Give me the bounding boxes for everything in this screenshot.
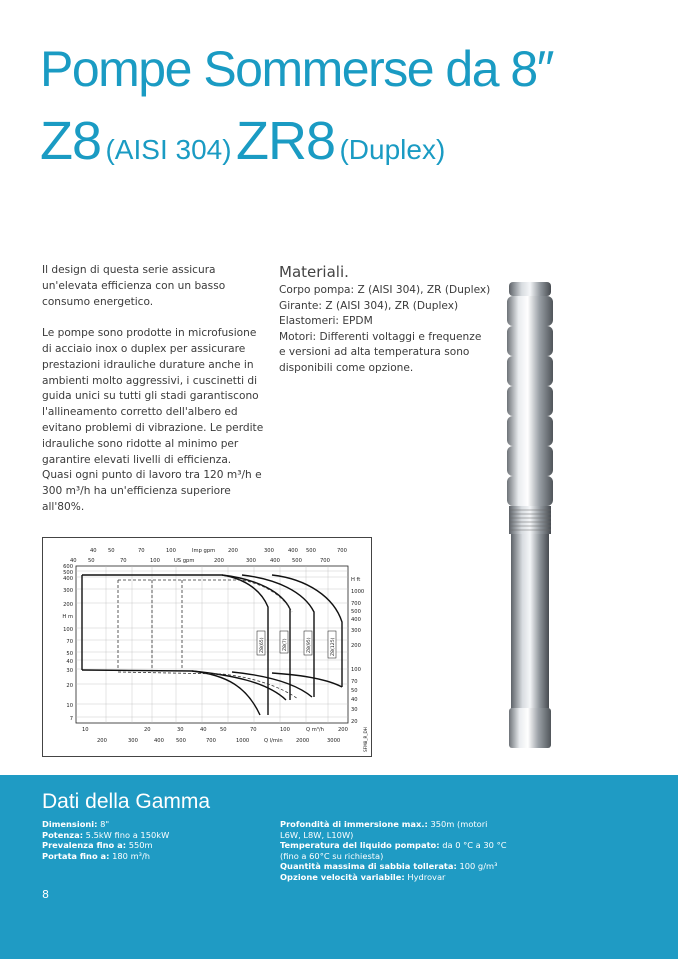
axis-label: 500 [292,558,302,564]
materials-line: e versioni ad alta temperatura sono [279,346,470,359]
intro-paragraph-1: Il design di questa serie assicura un'elevata efficienza con un basso consumo energetico. [42,264,226,308]
pump-motor [511,534,549,709]
spec-line: Profondità di immersione max.: 350m (motori L6W, L8W, L10W) [280,819,488,840]
chart-code: SFM8_R_DH [363,727,368,752]
axis-label: 200 [351,643,361,649]
axis-label: 70 [351,679,358,685]
axis-label: 70 [66,639,73,645]
axis-label: 700 [337,548,347,554]
axis-label: 50 [88,558,95,564]
axis-label: 7 [69,716,73,722]
curve-label: Z8(7) [283,638,288,651]
axis-label: 30 [351,707,358,713]
axis-label: 20 [144,727,151,733]
pump-base [509,708,551,748]
spec-line: Potenza: 5.5kW fino a 150kW [42,829,170,840]
axis-label: 100 [280,727,290,733]
axis-label: 100 [150,558,160,564]
axis-label: 700 [206,738,216,744]
axis-label: 10 [82,727,89,733]
specs-left [42,819,169,861]
axis-label: 500 [306,548,316,554]
materials-list [279,283,499,377]
spec-line: Prevalenza fino a: 550m [42,840,153,851]
axis-label: 50 [108,548,115,554]
pump-image [495,280,565,760]
materials-line: disponibili come opzione. [279,361,414,374]
curve-label: Z8(95) [307,637,312,653]
axis-label: 40 [90,548,97,554]
axis-label: 400 [270,558,280,564]
axis-label: 2000 [296,738,310,744]
axis-label: Q m³/h [306,727,324,733]
axis-label: 300 [264,548,274,554]
axis-label: 30 [66,668,73,674]
axis-label: 500 [63,570,73,576]
materials-line: Elastomeri: EPDM [279,315,373,328]
axis-label: 3000 [327,738,341,744]
axis-label: 300 [351,628,361,634]
axis-label: US gpm [174,558,195,564]
page-number: 8 [42,888,49,901]
spec-line: Quantità massima di sabbia tollerata: 100 g/m³ [280,861,498,872]
axis-label: 200 [338,727,348,733]
page-title: Pompe Sommerse da 8″ [40,41,553,97]
axis-label: H ft [351,577,361,583]
axis-label: 200 [63,602,73,608]
axis-label: 10 [66,703,73,709]
axis-label: 200 [97,738,107,744]
performance-chart [42,537,372,757]
axis-label: 600 [63,564,73,570]
axis-label: 40 [70,558,77,564]
spec-line: Portata fino a: 180 m³/h [42,850,151,861]
axis-label: 40 [66,659,73,665]
axis-label: 70 [250,727,257,733]
axis-label: 400 [154,738,164,744]
axis-label: Q l/min [264,738,283,744]
intro-paragraph-2: Le pompe sono prodotte in microfusione di acciaio inox o duplex per assicurare prestazioni idrauliche durature anche in ambienti molto aggressivi, i cuscinetti di guida unici su tutti gli stadi garantiscono l'allineamento corretto dell'albero ed evitano problemi di vibrazione. Le perdite idrauliche sono ridotte al minimo per garantire elevati livelli di efficienza. Quasi ogni punto di lavoro tra 120 m³/h e 300 m³/h ha un'efficienza superiore all'80%. [42,327,264,513]
pump-stages [507,296,553,506]
axis-label: 700 [320,558,330,564]
spec-line: Dimensioni: 8" [42,819,110,829]
materials-title: Materiali. [279,263,349,281]
axis-label: 500 [176,738,186,744]
axis-label: 70 [138,548,145,554]
axis-label: 300 [63,588,73,594]
axis-label: 100 [166,548,176,554]
model-z8-note: (AISI 304) [105,134,232,165]
axis-label: 1000 [351,589,365,595]
gamma-title: Dati della Gamma [42,790,211,813]
axis-label: 40 [200,727,207,733]
axis-label: 30 [177,727,184,733]
axis-label: 50 [66,651,73,657]
axis-label: 100 [351,667,361,673]
spec-line: Opzione velocità variabile: Hydrovar [280,871,446,882]
axis-label: 400 [63,576,73,582]
axis-label: 100 [63,627,73,633]
pump-head [509,282,551,296]
axis-label: 500 [351,609,361,615]
axis-label: 200 [228,548,238,554]
axis-label: 700 [351,601,361,607]
axis-label: 400 [351,617,361,623]
axis-label: 200 [214,558,224,564]
model-z8: Z8 [40,111,102,171]
materials-line: Motori: Differenti voltaggi e frequenze [279,330,482,343]
axis-label: 300 [246,558,256,564]
model-zr8: ZR8 [236,111,336,171]
axis-label: H m [62,614,73,620]
model-heading [40,110,445,172]
axis-label: 40 [351,697,358,703]
intro-text [42,263,264,532]
axis-label: 1000 [236,738,250,744]
materials-line: Corpo pompa: Z (AISI 304), ZR (Duplex) [279,284,491,296]
curve-label: Z8(65) [260,637,265,653]
axis-label: 50 [351,688,358,694]
spec-line: Temperatura del liquido pompato: da 0 °C a 30 °C (fino a 60°C su richiesta) [280,840,507,861]
specs-right [280,819,510,883]
materials-line: Girante: Z (AISI 304), ZR (Duplex) [279,299,459,312]
curve-label: Z8(125) [331,637,336,656]
axis-label: 300 [128,738,138,744]
model-zr8-note: (Duplex) [339,134,446,165]
axis-label: Imp gpm [192,548,216,554]
gamma-section [0,775,678,959]
axis-label: 400 [288,548,298,554]
axis-label: 70 [120,558,127,564]
axis-label: 20 [66,683,73,689]
axis-label: 20 [351,719,358,725]
axis-label: 50 [220,727,227,733]
